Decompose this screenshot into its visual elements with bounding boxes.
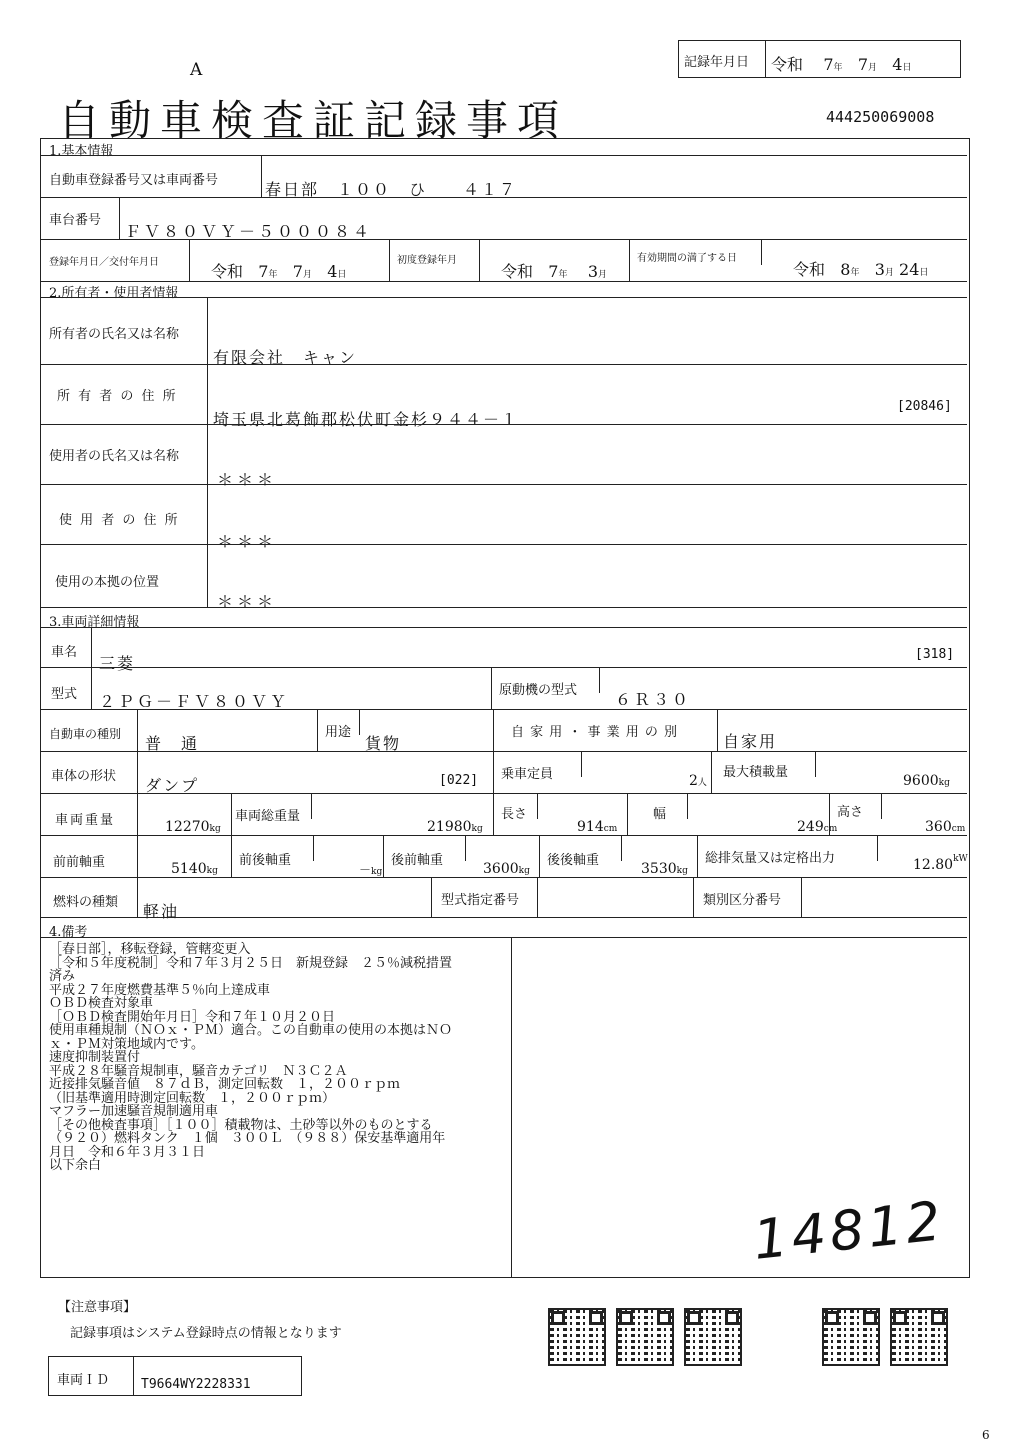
rr-axle-value: 3530kg bbox=[641, 861, 688, 877]
rf-axle-value: 3600kg bbox=[483, 861, 530, 877]
use-label: 用途 bbox=[325, 725, 352, 740]
expiry-value: 令和 8年 3月 24日 bbox=[793, 260, 929, 279]
capacity-value: 2人 bbox=[689, 773, 707, 789]
max-load-value: 9600kg bbox=[903, 773, 950, 789]
qr-code-5 bbox=[890, 1308, 948, 1366]
owner-addr-code: [20846] bbox=[897, 399, 952, 414]
reg-date-label: 登録年月日／交付年月日 bbox=[49, 257, 159, 268]
vehicle-id-label: 車両ＩＤ bbox=[57, 1373, 110, 1388]
user-addr-value: ＊＊＊ bbox=[217, 532, 278, 551]
type-no-label: 型式指定番号 bbox=[441, 893, 520, 908]
remarks-line: 月日 令和６年３月３１日 bbox=[49, 1144, 206, 1160]
body-value: ダンプ bbox=[145, 776, 200, 795]
rr-axle-label: 後後軸重 bbox=[547, 853, 600, 868]
remarks-line: 使用車種規制（ＮＯｘ・ＰＭ）適合。この自動車の使用の本拠はＮＯ bbox=[49, 1023, 453, 1038]
record-date-label: 記録年月日 bbox=[684, 55, 750, 70]
remarks-line: 以下余白 bbox=[49, 1158, 102, 1173]
maker-label: 車名 bbox=[51, 645, 78, 660]
qr-code-4 bbox=[822, 1308, 880, 1366]
remarks-line: 平成２８年騒音規制車，騒音カテゴリ Ｎ３Ｃ２Ａ bbox=[49, 1063, 348, 1079]
user-addr-label: 使 用 者 の 住 所 bbox=[59, 513, 180, 528]
reg-no-value: 春日部 １００ ひ ４１７ bbox=[265, 180, 518, 199]
base-value: ＊＊＊ bbox=[217, 592, 278, 611]
first-reg-value: 令和 7年 3月 bbox=[501, 262, 608, 281]
model-value: ２ＰＧ－ＦＶ８０ＶＹ bbox=[99, 692, 290, 711]
capacity-label: 乗車定員 bbox=[501, 767, 554, 782]
remarks-line: 平成２７年度燃費基準５％向上達成車 bbox=[49, 982, 271, 998]
remarks-line: 速度抑制装置付 bbox=[49, 1050, 141, 1065]
length-label: 長さ bbox=[501, 807, 528, 822]
owner-addr-label: 所 有 者 の 住 所 bbox=[57, 389, 178, 404]
ff-axle-value: 5140kg bbox=[171, 861, 218, 877]
maker-value: 三菱 bbox=[99, 654, 136, 673]
page-mark: 6 bbox=[982, 1428, 990, 1442]
remarks-line: ［令和５年度税制］令和７年３月２５日 新規登録 ２５％減税措置 bbox=[49, 955, 453, 971]
first-reg-label: 初度登録年月 bbox=[397, 255, 457, 266]
width-value: 249cm bbox=[797, 819, 838, 835]
weight-label: 車両重量 bbox=[55, 813, 116, 828]
remarks-line: ［ＯＢＤ検査開始年月日］令和７年１０月２０日 bbox=[49, 1009, 336, 1025]
vehicle-id-value: T9664WY2228331 bbox=[141, 1377, 251, 1392]
remarks-line: マフラー加速騒音規制適用車 bbox=[49, 1104, 219, 1119]
vehicle-id-box bbox=[48, 1356, 302, 1396]
remarks-line: （９２０）燃料タンク １個 ３００Ｌ （９８８）保安基準適用年 bbox=[49, 1131, 446, 1146]
length-value: 914cm bbox=[577, 819, 618, 835]
document-number: 444250069008 bbox=[826, 108, 935, 126]
height-value: 360cm bbox=[925, 819, 966, 835]
class-label: 類別区分番号 bbox=[703, 893, 782, 908]
owner-name-value: 有限会社 キャン bbox=[213, 348, 358, 367]
document-title: 自動車検査証記録事項 bbox=[58, 96, 569, 145]
fuel-label: 燃料の種類 bbox=[53, 895, 119, 910]
base-label: 使用の本拠の位置 bbox=[55, 575, 160, 590]
expiry-label: 有効期間の満了する日 bbox=[637, 253, 737, 264]
gross-label: 車両総重量 bbox=[235, 809, 301, 824]
remarks-line: ［その他検査事項］［１００］積載物は、土砂等以外のものとする bbox=[49, 1117, 433, 1133]
notice-text: 記録事項はシステム登録時点の情報となります bbox=[70, 1326, 342, 1341]
remarks-line: ＯＢＤ検査対象車 bbox=[49, 996, 154, 1011]
user-name-value: ＊＊＊ bbox=[217, 470, 278, 489]
qr-code-1 bbox=[548, 1308, 606, 1366]
kind-label: 自動車の種別 bbox=[49, 727, 122, 741]
kind-value: 普 通 bbox=[145, 734, 200, 753]
use-value: 貨物 bbox=[365, 734, 402, 753]
displacement-value: $12.80^{kW}$ bbox=[913, 854, 968, 873]
section-1-title: 1.基本情報 bbox=[49, 144, 114, 159]
chassis-label: 車台番号 bbox=[49, 213, 102, 228]
body-label: 車体の形状 bbox=[51, 769, 117, 784]
body-code: [022] bbox=[439, 773, 479, 788]
qr-code-2 bbox=[616, 1308, 674, 1366]
record-date: 令和 7年 7月 4日 bbox=[771, 55, 912, 74]
reg-no-label: 自動車登録番号又は車両番号 bbox=[49, 173, 219, 188]
user-name-label: 使用者の氏名又は名称 bbox=[49, 449, 180, 464]
engine-label: 原動機の型式 bbox=[499, 683, 578, 698]
weight-value: 12270kg bbox=[165, 819, 221, 835]
reg-date-value: 令和 7年 7月 4日 bbox=[211, 262, 347, 281]
remarks-line: 近接排気騒音値 ８７ｄＢ，測定回転数 １，２００ｒｐｍ bbox=[49, 1077, 401, 1092]
private-value: 自家用 bbox=[723, 732, 778, 751]
displacement-label: 総排気量又は定格出力 bbox=[705, 851, 836, 866]
height-label: 高さ bbox=[837, 805, 864, 820]
section-2-title: 2.所有者・使用者情報 bbox=[49, 286, 179, 301]
fuel-value: 軽油 bbox=[143, 902, 180, 921]
maker-code: [318] bbox=[915, 647, 955, 662]
record-date-box bbox=[678, 40, 961, 78]
owner-name-label: 所有者の氏名又は名称 bbox=[49, 327, 180, 342]
remarks-line: ｘ・ＰＭ対策地域内です。 bbox=[49, 1036, 204, 1052]
gross-value: 21980kg bbox=[427, 819, 483, 835]
owner-addr-value: 埼玉県北葛飾郡松伏町金杉９４４－１ bbox=[213, 410, 520, 429]
private-label: 自 家 用 ・ 事 業 用 の 別 bbox=[511, 725, 679, 740]
chassis-value: ＦＶ８０ＶＹ－５０００８４ bbox=[125, 222, 373, 241]
form-frame bbox=[40, 138, 970, 1278]
engine-value: ６Ｒ３０ bbox=[615, 690, 692, 709]
remarks-line: ［春日部］，移転登録，管轄変更入 bbox=[49, 942, 251, 957]
remarks-line: 済み bbox=[49, 969, 76, 984]
section-3-title: 3.車両詳細情報 bbox=[49, 615, 140, 630]
rf-axle-label: 後前軸重 bbox=[391, 853, 444, 868]
max-load-label: 最大積載量 bbox=[723, 765, 789, 780]
doc-mark: A bbox=[190, 60, 203, 80]
qr-code-3 bbox=[684, 1308, 742, 1366]
remarks-text bbox=[49, 943, 509, 1173]
remarks-line: （旧基準適用時測定回転数 １，２００ｒｐｍ） bbox=[49, 1090, 336, 1106]
fr-axle-value: －kg bbox=[359, 863, 383, 877]
section-4-title: 4.備考 bbox=[49, 925, 88, 940]
ff-axle-label: 前前軸重 bbox=[53, 855, 106, 870]
fr-axle-label: 前後軸重 bbox=[239, 853, 292, 868]
width-label: 幅 bbox=[653, 807, 667, 822]
handwritten-number: 14812 bbox=[750, 1189, 948, 1272]
notice-title: 【注意事項】 bbox=[58, 1300, 137, 1315]
model-label: 型式 bbox=[51, 687, 78, 702]
